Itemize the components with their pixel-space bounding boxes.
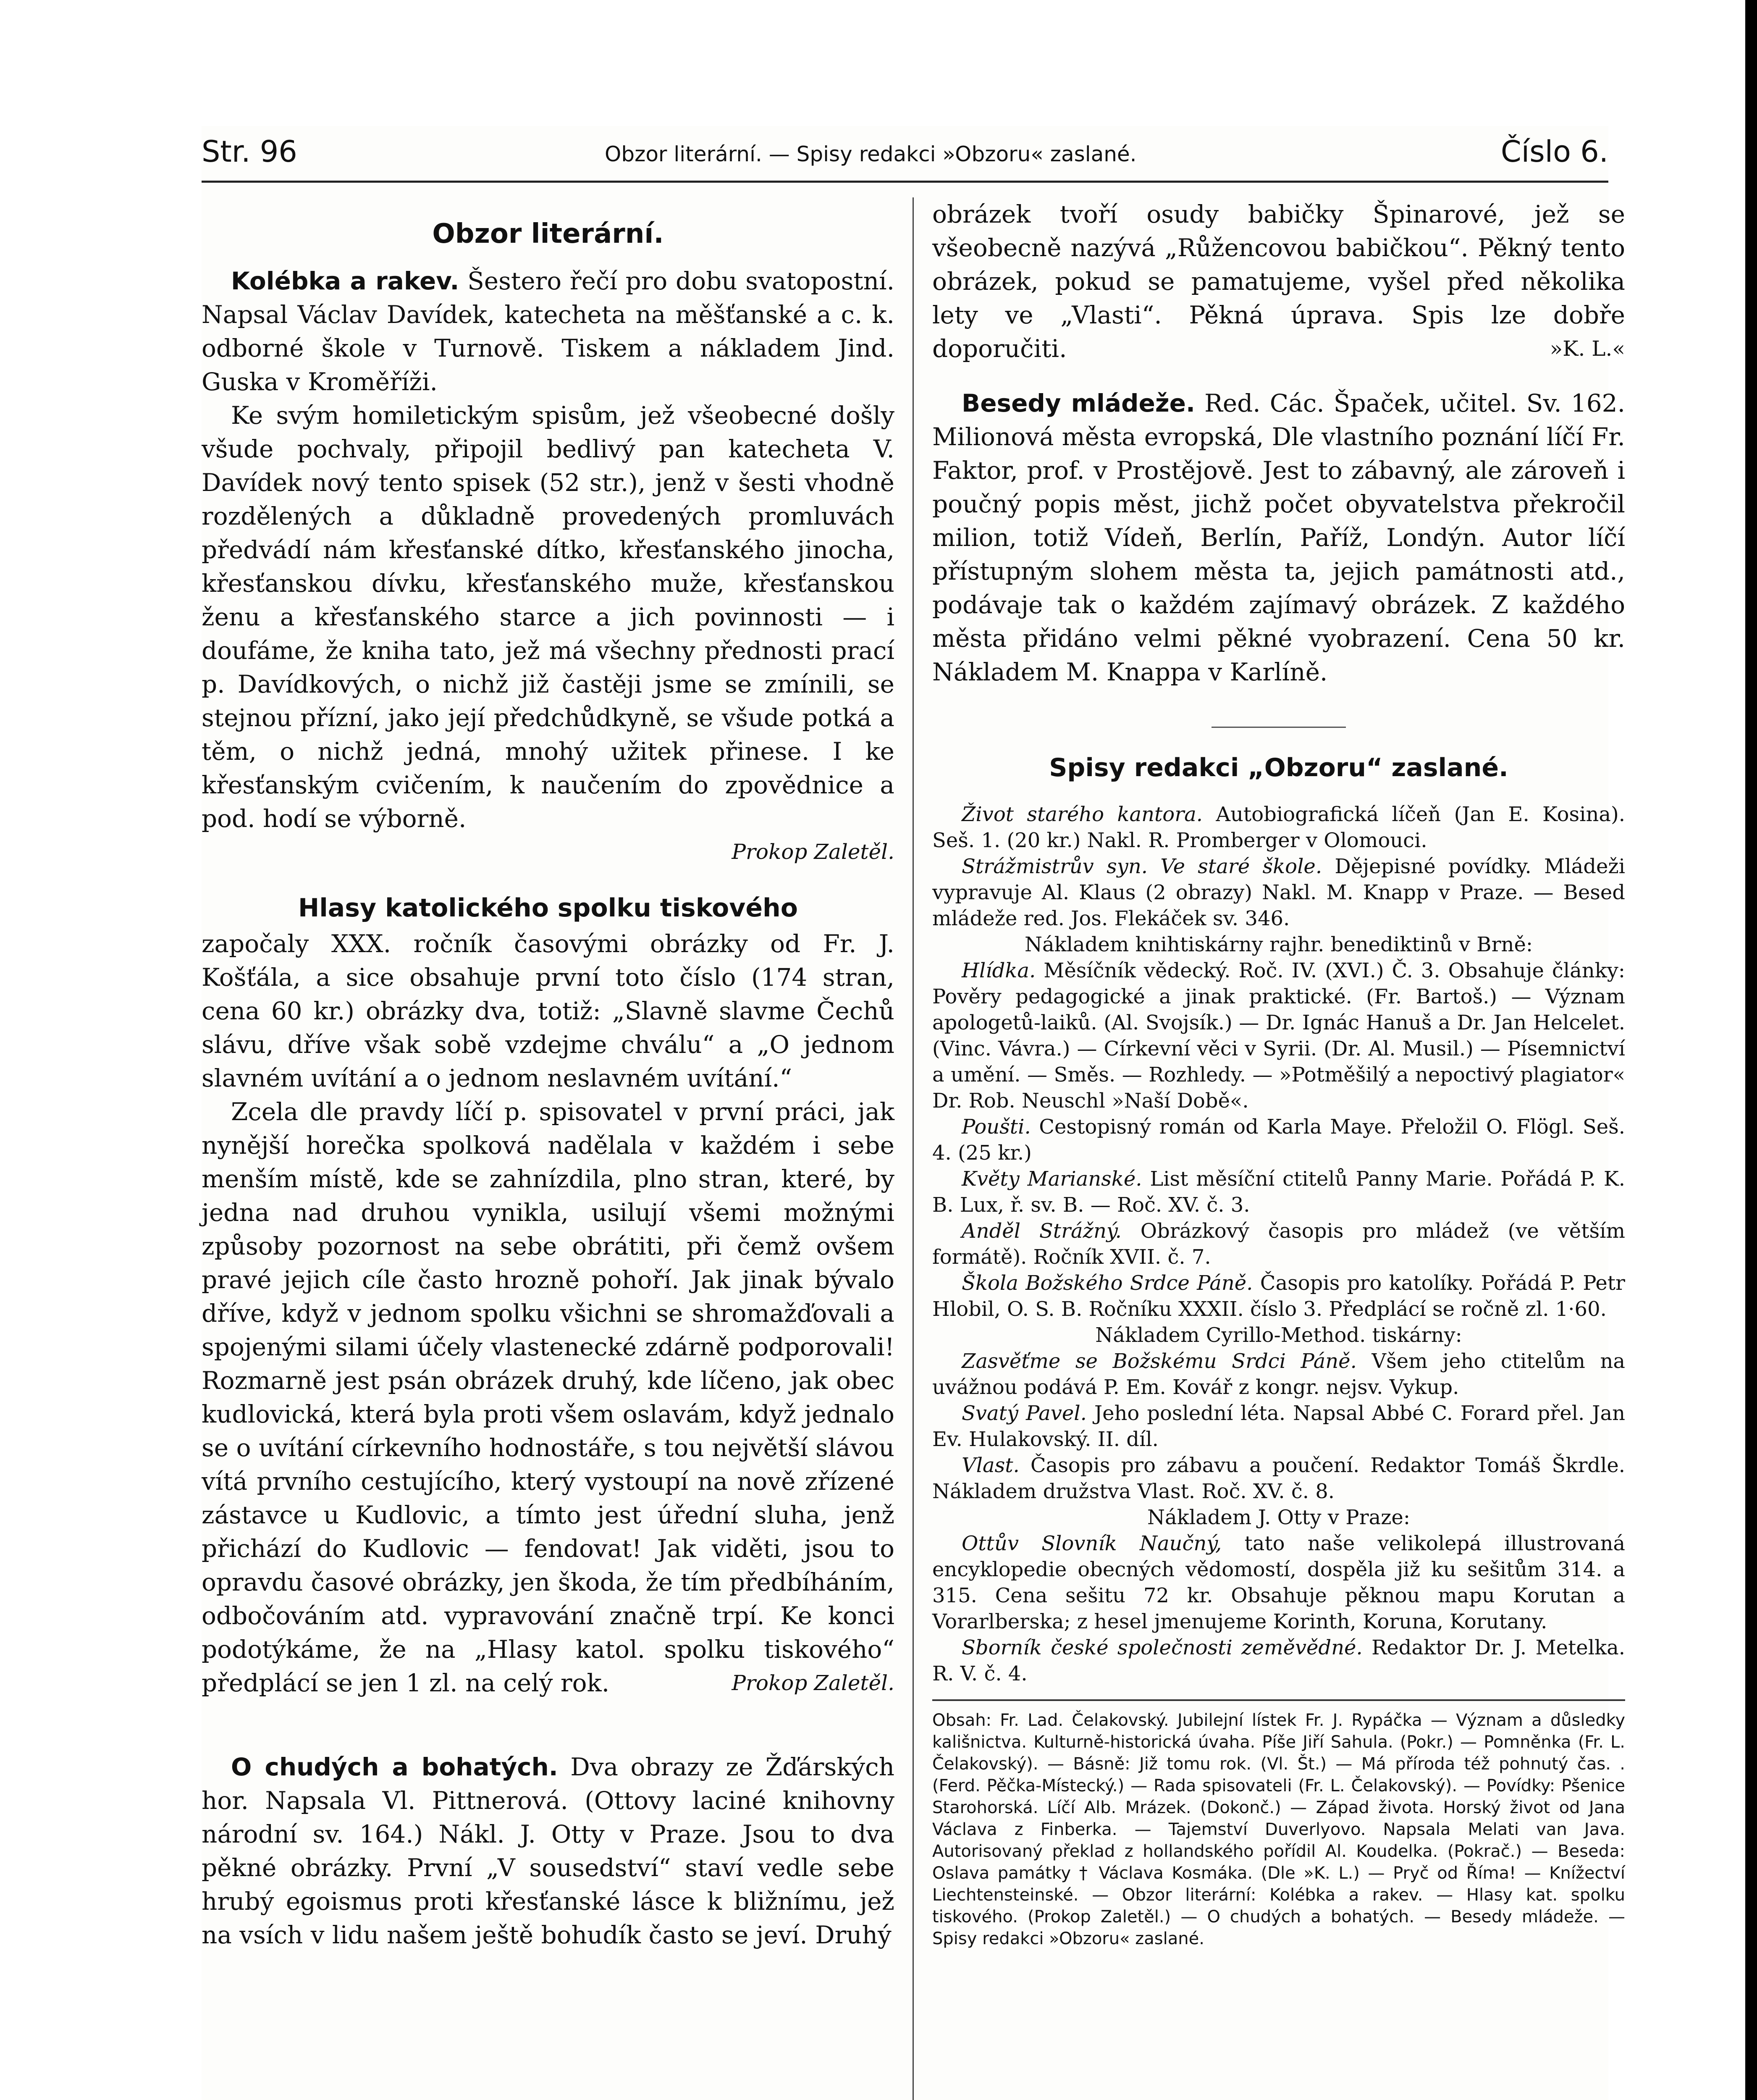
continued-text [932,197,1625,365]
review-signature: Prokop Zaletěl. [732,840,894,864]
running-title: Obzor literární. — Spisy redakci »Obzoru« zaslané. [605,142,1137,166]
sent-book-title: Zasvěťme se Božskému Srdci Páně. [962,1349,1357,1373]
sent-books-list [932,801,1625,1687]
review-body: Ke svým homiletickým spisům, jež všeobecné došly všude pochvaly, připojil bedlivý pan katecheta V. Davídek nový tento spisek (52 str.), jenž v šesti vhodně rozdělených a důkladně provedených promluvách předvádí nám křesťanské dítko, křesťanského jinocha, křesťanskou dívku, křesťanského muže, křesťanskou ženu a křesťanského starce a jich povinnosti — i doufáme, že kniha tato, jež má všechny přednosti prací p. Davídkových, o nichž již častěji jsme se zmínili, se stejnou přízní, jako její předchůdkyně, se všude potká a těm, o nichž jedná, mnohý užitek přinese. I ke křesťanským cvičením, k naučením do zpovědnice a pod. hodí se výborně. [202,401,894,833]
publisher-heading [932,1504,1625,1530]
right-column [932,197,1625,1950]
review-body: Red. Các. Špaček, učitel. Sv. 162. Milionová města evropská, Dle vlastního poznání líčí Fr. Faktor, prof. v Prostějově. Jest to zábavný, ale zároveň i poučný popis měst, jichž počet obyvatelstva překročil milion, totiž Vídeň, Berlín, Paříž, Londýn. Autor líčí přístupným slohem města ta, jejich památnosti atd., podávaje tak o každém zajímavý obrázek. Z každého města přidáno velmi pěkné vyobrazení. Cena 50 kr. Nákladem M. Knappa v Karlíně. [932,389,1626,686]
review-body-text: Zcela dle pravdy líčí p. spisovatel v první práci, jak nynější horečka spolková nadělala v každém i sebe menším místě, kde se zahnízdila, plno stran, které, by jedna nad druhou vynikla, usilují všemi možnými způsoby pozornost na sebe obrátiti, při čemž ovšem pravé jejich cíle často hrozně pohoří. Jak jinak bývalo dříve, když v jednom spolku všichni se shromažďovali a spojenými silami účely vlastenecké zdárně podporovali! Rozmarně jest psán obrázek druhý, kde líčeno, jak obec kudlovická, která byla proti všem oslavám, když jednalo se o uvítání církevního hodnostáře, s tou největší slávou vítá prvního cestujícího, který vystoupí na nově zřízené zástavce u Kudlovic, a tímto jest úřední sluha, jenž přichází do Kudlovic — fendovat! Jak viděti, jsou to opravdu časové obrázky, jen škoda, že tím předbíháním, odbočováním atd. vypravování značně trpí. Ke konci podotýkáme, že na „Hlasy katol. spolku tiskového“ předplácí se jen 1 zl. na celý rok. [202,1097,894,1697]
sent-book-title: Život starého kantora. [962,803,1203,826]
sent-book-entry [932,1218,1625,1270]
review-title: Kolébka a rakev. [231,267,459,295]
sent-book-entry [932,853,1625,932]
sent-book-text: Cestopisný román od Karla Maye. Přeložil O. Flögl. Seš. 4. (25 kr.) [932,1115,1625,1165]
sent-book-entry [932,1114,1625,1166]
sent-book-text: Časopis pro katolíky. Pořádá P. Petr Hlobil, O. S. B. Ročníku XXXII. číslo 3. Předplácí se ročně zl. 1·60. [932,1271,1625,1321]
section-divider [1212,727,1346,728]
contents-summary: Obsah: Fr. Lad. Čelakovský. Jubilejní lístek Fr. J. Rypáčka — Význam a důsledky kališnictva. Kulturně-historická úvaha. Píše Jiří Sahula. (Pokr.) — Pomněnka (Fr. L. Čelakovský). — Básně: Již tomu rok. (Vl. Št.) — Má příroda též pohnutý čas. . (Ferd. Pěčka-Místecký.) — Rada spisovateli (Fr. L. Čelakovský). — Povídky: Pšenice Starohorská. Líčí Alb. Mrázek. (Dokonč.) — Západ života. Horský život od Jana Václava z Finberka. — Tajemství Duverlyovo. Napsala Melati van Java. Autorisovaný překlad z hollandského pořídil Al. Koudelka. (Pokrač.) — Beseda: Oslava památky † Václava Kosmáka. (Dle »K. L.) — Pryč od Říma! — Knížectví Liechtensteinské. — Obzor literární: Kolébka a rakev. — Hlasy kat. spolku tiskového. (Prokop Zaletěl.) — O chudých a bohatých. — Besedy mládeže. — Spisy redakci »Obzoru« zaslané. [932,1711,1625,1948]
sent-book-title: Poušti. [962,1115,1031,1139]
page-number: Str. 96 [202,134,297,169]
sent-book-title: Strážmistrův syn. Ve staré škole. [962,855,1322,878]
review-title: Besedy mládeže. [962,389,1196,417]
review-body [202,1095,894,1700]
sent-book-text: Redaktor Dr. J. Metelka. R. V. č. 4. [932,1636,1626,1685]
sent-book-text: tato naše velikolepá illustrovaná encyklopedie obecných vědomostí, dospěla již ku sešitům 314. a 315. Cena sešitu 72 kr. Obsahuje pěknou mapu Korutan a Vorarlberska; z hesel jmenujeme Korinth, Koruna, Korutany. [932,1532,1625,1633]
sent-book-text: Nákladem J. Otty v Praze: [1147,1506,1410,1529]
contents-rule [932,1699,1625,1701]
sent-book-entry [932,1348,1625,1400]
sent-book-text: Nákladem Cyrillo-Method. tiskárny: [1095,1323,1462,1347]
left-column [202,197,894,1952]
sent-book-text: Dějepisné povídky. Mládeži vypravuje Al. Klaus (2 obrazy) Nakl. M. Knapp v Praze. — Besed mládeže red. Jos. Flekáček sv. 346. [932,855,1625,930]
sent-book-text: Obrázkový časopis pro mládež (ve větším formátě). Ročník XVII. č. 7. [932,1219,1625,1269]
sent-book-title: Škola Božského Srdce Páně. [962,1271,1253,1295]
sent-book-entry [932,1400,1625,1452]
sent-book-title: Květy Marianské. [962,1167,1142,1191]
sent-book-entry [932,1270,1625,1322]
scan-edge [1745,0,1757,2100]
review-signature: »K. L.« [1550,336,1625,361]
review-paragraph [202,264,894,399]
sent-books-title: Spisy redakci „Obzoru“ zaslané. [1049,753,1508,782]
sent-book-entry [932,958,1625,1114]
review-title: O chudých a bohatých. [231,1753,558,1781]
review-body: Dva obrazy ze Žďárských hor. Napsala Vl. Pittnerová. (Ottovy laciné knihovny národní sv. 164.) Nákl. J. Otty v Praze. Jsou to dva pěkné obrázky. První „V sousedství“ staví vedle sebe hrubý egoismus proti křesťanské lásce k bližnímu, jež na vsích v lidu našem ještě bohudík často se jeví. Druhý [202,1753,895,1949]
sent-book-text: Nákladem knihtiskárny rajhr. benediktinů v Brně: [1024,933,1533,956]
page [202,126,1626,2100]
sent-book-entry [932,1166,1625,1218]
review-paragraph [202,1750,894,1952]
review-intro: započaly XXX. ročník časovými obrázky od Fr. J. Košťála, a sice obsahuje první toto číslo (174 stran, cena 60 kr.) obrázky dva, totiž: „Slavně slavme Čechů slávu, dříve však sobě vzdejme chválu“ a „O jednom slavném uvítání a o jednom neslavném uvítání.“ [202,929,894,1092]
review-paragraph [932,386,1625,689]
sent-book-text: Časopis pro zábavu a poučení. Redaktor Tomáš Škrdle. Nákladem družstva Vlast. Roč. XV. č. 8. [932,1454,1625,1503]
issue-number: Číslo 6. [1500,134,1608,169]
sent-book-entry [932,1530,1625,1635]
sent-book-title: Ottův Slovník Naučný, [962,1532,1222,1555]
sent-book-entry [932,1635,1625,1687]
sent-book-title: Vlast. [962,1454,1020,1477]
sent-book-text: Měsíčník vědecký. Roč. IV. (XVI.) Č. 3. Obsahuje články: Pověry pedagogické a jinak praktické. (Fr. Bartoš.) — Význam apologetů-laiků. (Al. Svojsík.) — Dr. Ignác Hanuš a Dr. Jan Helcelet. (Vinc. Vávra.) — Církevní věci v Syrii. (Dr. Al. Musil.) — Písemnictví a umění. — Směs. — Rozhledy. — »Potměšilý a nepoctivý plagiator« Dr. Rob. Neuschl »Naší Době«. [932,959,1625,1113]
sent-book-entry [932,1452,1625,1504]
sent-book-title: Sborník české společnosti zeměvědné. [962,1636,1363,1659]
sent-book-text: List měsíční ctitelů Panny Marie. Pořádá P. K. B. Lux, ř. sv. B. — Roč. XV. č. 3. [932,1167,1625,1217]
sent-book-title: Svatý Pavel. [962,1402,1087,1425]
page-header [202,126,1608,183]
sent-book-text: Autobiografická líčeň (Jan E. Kosina). Seš. 1. (20 kr.) Nakl. R. Promberger v Olomouci. [932,803,1625,852]
continued-body: obrázek tvoří osudy babičky Špinarové, jež se všeobecně nazývá „Růžencovou babičkou“. Pěkný tento obrázek, pokud se pamatujeme, vyšel před několika lety ve „Vlasti“. Pěkná úprava. Spis lze dobře doporučiti. [932,200,1625,363]
review-title: Hlasy katolického spolku tiskového [298,893,798,923]
sent-book-entry [932,801,1625,853]
sent-book-title: Anděl Strážný. [962,1219,1122,1243]
sent-book-title: Hlídka. [962,959,1036,982]
review-signature: Prokop Zaletěl. [732,1671,894,1695]
sent-book-text: Jeho poslední léta. Napsal Abbé C. Forard přel. Jan Ev. Hulakovský. II. díl. [932,1402,1626,1451]
section-title: Obzor literární. [432,218,664,249]
publisher-heading [932,1322,1625,1348]
review-intro: Šestero řečí pro dobu svatopostní. Napsal Václav Davídek, katecheta na měšťanské a c. k. odborné škole v Turnově. Tiskem a nákladem Jind. Guska v Kroměříži. [202,267,895,396]
sent-book-text: Všem jeho ctitelům na uvážnou podává P. Em. Kovář z kongr. nejsv. Vykup. [932,1349,1625,1399]
publisher-heading [932,932,1625,958]
column-rule [913,197,914,2100]
